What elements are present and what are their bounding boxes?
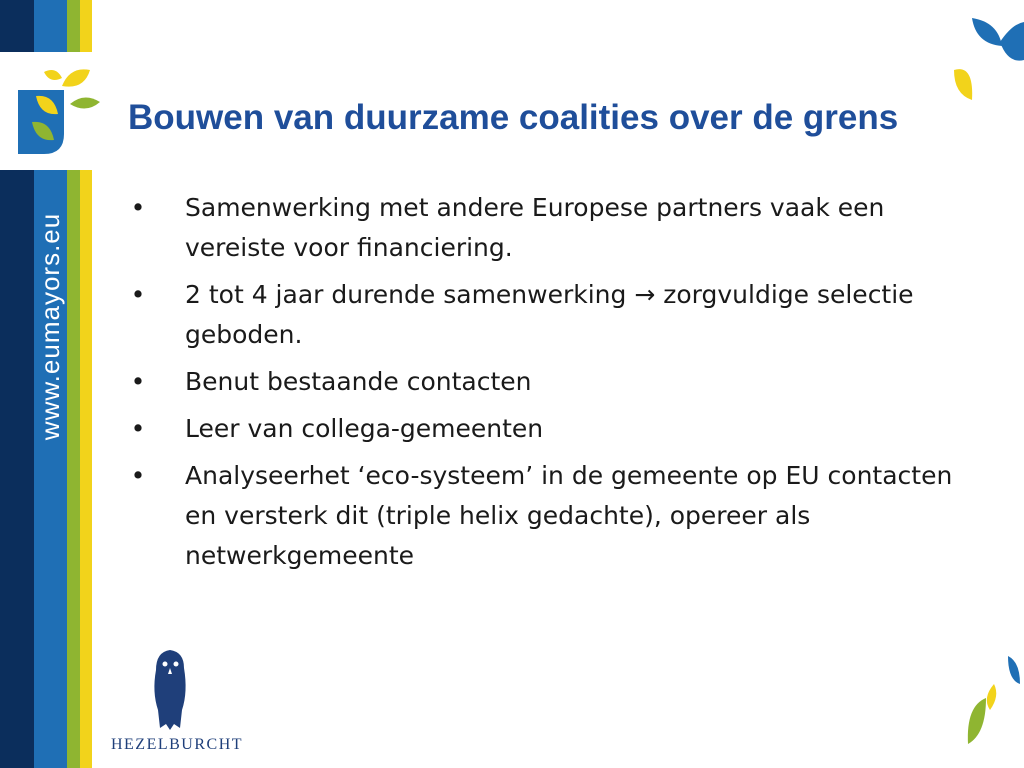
bullet-text: Samenwerking met andere Europese partners vaak een vereiste voor financiering.: [185, 193, 885, 262]
bullet-text: Leer van collega-gemeenten: [185, 414, 544, 443]
bullet-item: [128, 188, 968, 268]
bullet-item: [128, 275, 968, 355]
covenant-leaf-logo-icon: [14, 62, 100, 158]
bullet-dot: •: [130, 280, 146, 309]
bullet-item: [128, 362, 968, 402]
bullet-item: [128, 456, 968, 576]
bullet-text: Analyseerhet ‘eco-systeem’ in de gemeente op EU contacten en versterk dit (triple helix gedachte), opereer als netwerkgemeente: [185, 461, 953, 570]
bullet-dot: •: [130, 414, 146, 443]
bullet-text: Benut bestaande contacten: [185, 367, 532, 396]
bullet-list: [128, 188, 968, 583]
owl-icon: [150, 648, 190, 732]
bullet-dot: •: [130, 193, 146, 222]
bullet-dot: •: [130, 461, 146, 490]
hezelburcht-label: HEZELBURCHT: [110, 736, 244, 753]
slide-title: Bouwen van duurzame coalities over de grens: [128, 98, 899, 137]
leaf-decoration-icon: [952, 16, 1024, 112]
side-url: www.eumayors.eu: [35, 212, 66, 440]
leaf-decoration-icon: [964, 654, 1024, 746]
hezelburcht-logo: [102, 648, 252, 758]
bullet-item: [128, 409, 968, 449]
bullet-text: 2 tot 4 jaar durende samenwerking → zorgvuldige selectie geboden.: [185, 280, 914, 349]
bullet-dot: •: [130, 367, 146, 396]
